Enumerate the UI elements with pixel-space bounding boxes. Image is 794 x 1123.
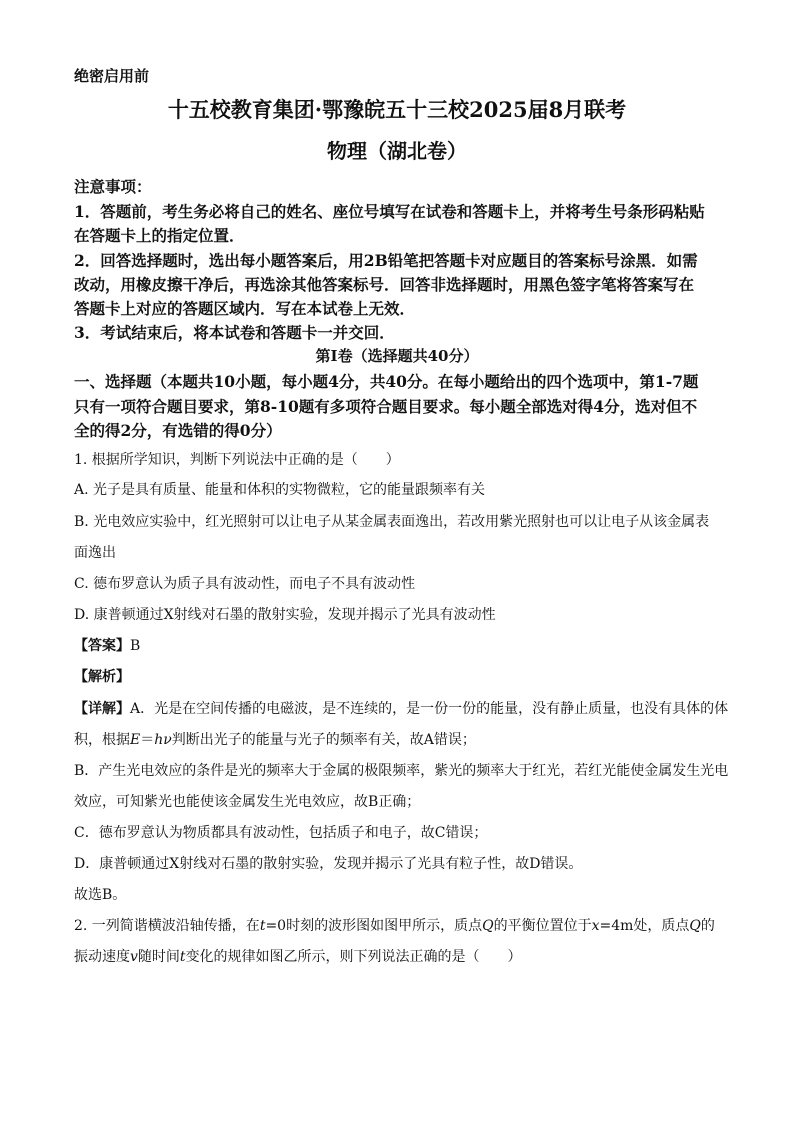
confidential-label: 绝密启用前 (74, 67, 150, 85)
analysis-label: 【解析】 (74, 669, 130, 685)
answer-label: 【答案】 (74, 638, 130, 654)
var-v: v (130, 949, 138, 965)
question-1-option-b: B. 光电效应实验中，红光照射可以让电子从某金属表面逸出，若改用紫光照射也可以让电子从该金属表 (74, 514, 710, 530)
answer-value: B (130, 638, 141, 654)
formula-h-nu: hν (154, 732, 172, 748)
var-q: Q (482, 918, 494, 934)
notice-line: 1．答题前，考生务必将自己的姓名、座位号填写在试卷和答题卡上，并将考生号条形码粘贴 (74, 202, 705, 221)
section-instruction: 一、选择题（本题共10小题，每小题4分，共40分。在每小题给出的四个选项中，第1-7题 (74, 372, 699, 391)
var-q: Q (689, 918, 701, 934)
q2-text: 的 (700, 918, 715, 934)
detail-line-a1 (74, 698, 728, 718)
detail-text: A．光是在空间传播的电磁波，是不连续的，是一份一份的能量，没有静止质量，也没有具体的体 (130, 701, 729, 717)
detail-line-b2: 效应，可知紫光也能使该金属发生光电效应，故B正确； (74, 794, 421, 810)
q2-text: 随时间 (137, 949, 180, 965)
formula-equals: ＝ (140, 732, 155, 748)
notice-heading: 注意事项： (74, 177, 152, 196)
question-1-option-b-cont: 面逸出 (74, 545, 116, 561)
part-heading: 第Ⅰ卷（选择题共40分） (315, 347, 479, 365)
question-1-option-c: C. 德布罗意认为质子具有波动性，而电子不具有波动性 (74, 576, 416, 592)
notice-line: 在答题卡上的指定位置． (74, 226, 245, 245)
question-1-option-d: D. 康普顿通过X射线对石墨的散射实验，发现并揭示了光具有波动性 (74, 607, 496, 623)
q2-text: 的平衡位置位于 (493, 918, 592, 934)
exam-subtitle: 物理（湖北卷） (327, 139, 467, 163)
detail-text: 积，根据 (74, 732, 130, 748)
q2-text: =4m处，质点 (599, 918, 690, 934)
detail-label: 【详解】 (74, 701, 130, 717)
notice-line: 2．回答选择题时，选出每小题答案后，用2B铅笔把答题卡对应题目的答案标号涂黑．如需 (74, 251, 698, 270)
question-2-line-1 (74, 915, 715, 935)
detail-text: 判断出光子的能量与光子的频率有关，故A错误； (171, 732, 476, 748)
question-2-line-2 (74, 946, 522, 966)
conclusion-line: 故选B。 (74, 887, 127, 903)
q2-text: =0时刻的波形图如图甲所示，质点 (265, 918, 483, 934)
detail-line-d: D．康普顿通过X射线对石墨的散射实验，发现并揭示了光具有粒子性，故D错误。 (74, 856, 583, 872)
detail-line-c: C．德布罗意认为物质都具有波动性，包括质子和电子，故C错误； (74, 825, 488, 841)
notice-line: 3．考试结束后，将本试卷和答题卡一并交回． (74, 323, 395, 342)
answer-line (74, 635, 140, 655)
var-t: t (179, 949, 186, 965)
formula-energy: E (130, 732, 141, 748)
var-t: t (259, 918, 266, 934)
section-instruction: 只有一项符合题目要求，第8-10题有多项符合题目要求。每小题全部选对得4分，选对但不 (74, 397, 698, 416)
detail-line-a2 (74, 729, 476, 749)
q2-text: 振动速度 (74, 949, 130, 965)
q2-text: 变化的规律如图乙所示，则下列说法正确的是（ ） (185, 949, 522, 965)
question-1-stem: 1. 根据所学知识，判断下列说法中正确的是（ ） (74, 452, 400, 468)
var-x: x (591, 918, 600, 934)
detail-line-b1: B．产生光电效应的条件是光的频率大于金属的极限频率，紫光的频率大于红光，若红光能使金属发生光电 (74, 763, 729, 779)
notice-line: 改动，用橡皮擦干净后，再选涂其他答案标号．回答非选择题时，用黑色签字笔将答案写在 (74, 275, 695, 294)
notice-line: 答题卡上对应的答题区域内．写在本试卷上无效． (74, 299, 416, 318)
q2-text: 2. 一列简谐横波沿轴传播，在 (74, 918, 260, 934)
question-1-option-a: A. 光子是具有质量、能量和体积的实物微粒，它的能量跟频率有关 (74, 482, 486, 498)
exam-title: 十五校教育集团·鄂豫皖五十三校2025届8月联考 (167, 97, 627, 122)
section-instruction: 全的得2分，有选错的得0分） (74, 421, 282, 440)
